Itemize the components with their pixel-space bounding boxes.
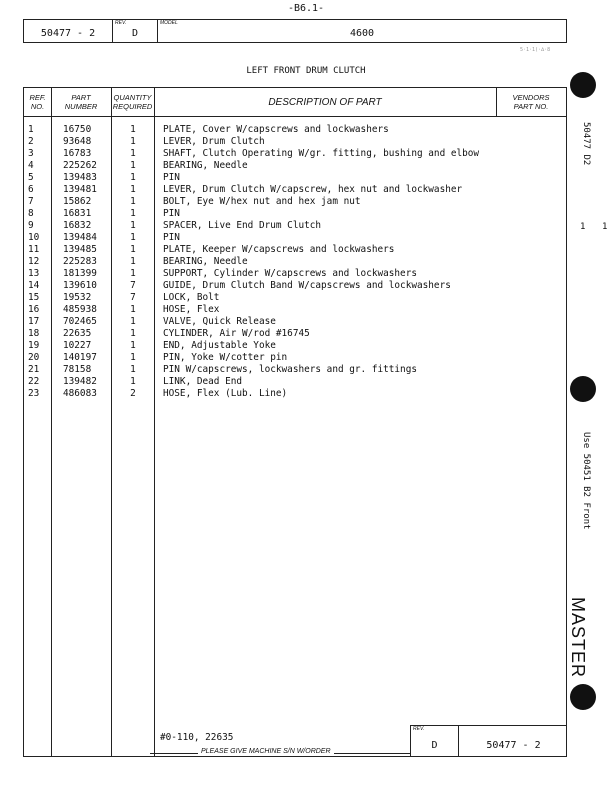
margin-top-label: 50477 D2: [581, 122, 591, 166]
row-part-number: 181399: [63, 268, 97, 279]
row-ref: 12: [28, 256, 40, 267]
footer-box: [410, 725, 567, 757]
header-model-cell: [158, 20, 566, 42]
punch-hole-middle: [570, 376, 596, 402]
row-description: HOSE, Flex (Lub. Line): [163, 388, 288, 399]
row-quantity: 1: [130, 232, 136, 243]
row-part-number: 139482: [63, 376, 97, 387]
col-header-qty: QUANTITY REQUIRED: [112, 93, 153, 111]
row-quantity: 1: [130, 376, 136, 387]
row-part-number: 486083: [63, 388, 97, 399]
margin-middle-label: Use 50451 B2 Front: [581, 432, 591, 530]
row-description: CYLINDER, Air W/rod #16745: [163, 328, 310, 339]
row-part-number: 16750: [63, 124, 92, 135]
header-rev-value: D: [131, 28, 139, 39]
row-quantity: 1: [130, 220, 136, 231]
row-part-number: 140197: [63, 352, 97, 363]
header-doc-cell: [24, 20, 113, 42]
col-header-part: PART NUMBER: [64, 93, 98, 111]
row-ref: 16: [28, 304, 40, 315]
divider-part: [111, 88, 112, 756]
row-quantity: 1: [130, 136, 136, 147]
row-description: PLATE, Keeper W/capscrews and lockwashers: [163, 244, 395, 255]
footer-rev-cell: [411, 726, 459, 757]
row-quantity: 1: [130, 364, 136, 375]
row-description: PIN, Yoke W/cotter pin: [163, 352, 288, 363]
header-box: [23, 19, 567, 43]
row-quantity: 7: [130, 292, 136, 303]
row-ref: 1: [28, 124, 34, 135]
row-description: BEARING, Needle: [163, 160, 248, 171]
header-rev-label: REV.: [115, 20, 127, 26]
header-doc-number: 50477 - 2: [40, 28, 96, 39]
header-model-label: MODEL: [160, 20, 178, 26]
header-model-value: 4600: [349, 28, 375, 39]
row-part-number: 139484: [63, 232, 97, 243]
col-header-ref: REF. NO.: [29, 93, 46, 111]
row-description: END, Adjustable Yoke: [163, 340, 276, 351]
row-description: PIN: [163, 232, 180, 243]
row-description: HOSE, Flex: [163, 304, 220, 315]
divider-qty: [154, 88, 155, 756]
punch-hole-bottom: [570, 684, 596, 710]
row-description: LEVER, Drum Clutch W/capscrew, hex nut and lockwasher: [163, 184, 463, 195]
row-part-number: 19532: [63, 292, 92, 303]
row-quantity: 2: [130, 388, 136, 399]
row-ref: 7: [28, 196, 34, 207]
row-part-number: 139483: [63, 172, 97, 183]
row-ref: 22: [28, 376, 40, 387]
row-quantity: 1: [130, 304, 136, 315]
row-quantity: 1: [130, 340, 136, 351]
row-part-number: 78158: [63, 364, 92, 375]
row-quantity: 1: [130, 316, 136, 327]
divider-ref: [51, 88, 52, 756]
row-part-number: 139610: [63, 280, 97, 291]
row-quantity: 1: [130, 256, 136, 267]
row-ref: 10: [28, 232, 40, 243]
row-ref: 23: [28, 388, 40, 399]
row-quantity: 7: [130, 280, 136, 291]
row-ref: 18: [28, 328, 40, 339]
row-ref: 17: [28, 316, 40, 327]
row-description: PIN W/capscrews, lockwashers and gr. fittings: [163, 364, 417, 375]
row-ref: 13: [28, 268, 40, 279]
row-ref: 3: [28, 148, 34, 159]
row-ref: 20: [28, 352, 40, 363]
row-description: LEVER, Drum Clutch: [163, 136, 265, 147]
master-stamp: MASTER: [568, 597, 588, 679]
row-part-number: 485938: [63, 304, 97, 315]
row-part-number: 15862: [63, 196, 92, 207]
row-ref: 11: [28, 244, 40, 255]
row-part-number: 225283: [63, 256, 97, 267]
row-quantity: 1: [130, 352, 136, 363]
punch-hole-top: [570, 72, 596, 98]
row-ref: 14: [28, 280, 40, 291]
row-ref: 19: [28, 340, 40, 351]
row-description: PIN: [163, 172, 180, 183]
row-quantity: 1: [130, 196, 136, 207]
footer-doc-number: 50477 - 2: [486, 740, 541, 751]
row-part-number: 16831: [63, 208, 92, 219]
row-ref: 9: [28, 220, 34, 231]
row-quantity: 1: [130, 244, 136, 255]
row-description: GUIDE, Drum Clutch Band W/capscrews and lockwashers: [163, 280, 451, 291]
header-rev-cell: [113, 20, 158, 42]
row-part-number: 139485: [63, 244, 97, 255]
margin-mark: 1: [602, 222, 608, 232]
row-ref: 15: [28, 292, 40, 303]
row-ref: 5: [28, 172, 34, 183]
row-part-number: 702465: [63, 316, 97, 327]
page-number: -B6.1-: [287, 3, 325, 14]
row-ref: 21: [28, 364, 40, 375]
row-description: PIN: [163, 208, 180, 219]
row-description: VALVE, Quick Release: [163, 316, 276, 327]
col-header-vendor: VENDORS PART NO.: [512, 93, 550, 111]
row-description: PLATE, Cover W/capscrews and lockwashers: [163, 124, 389, 135]
row-description: LINK, Dead End: [163, 376, 243, 387]
row-description: BEARING, Needle: [163, 256, 248, 267]
row-part-number: 139481: [63, 184, 97, 195]
corner-stamp: 5·1·1(·∆·8: [520, 47, 551, 53]
row-part-number: 16783: [63, 148, 92, 159]
footer-doc-cell: [459, 726, 568, 757]
row-ref: 6: [28, 184, 34, 195]
col-header-desc: DESCRIPTION OF PART: [268, 96, 382, 108]
row-quantity: 1: [130, 148, 136, 159]
row-description: SPACER, Live End Drum Clutch: [163, 220, 322, 231]
margin-mark: 1: [580, 222, 586, 232]
row-part-number: 16832: [63, 220, 92, 231]
footer-note: #0-110, 22635: [160, 732, 234, 743]
row-part-number: 93648: [63, 136, 92, 147]
footer-instruction: PLEASE GIVE MACHINE S/N W/ORDER: [198, 748, 334, 755]
row-description: SHAFT, Clutch Operating W/gr. fitting, bushing and elbow: [163, 148, 480, 159]
row-description: LOCK, Bolt: [163, 292, 220, 303]
footer-rev-value: D: [431, 740, 438, 751]
row-ref: 8: [28, 208, 34, 219]
row-description: BOLT, Eye W/hex nut and hex jam nut: [163, 196, 361, 207]
row-quantity: 1: [130, 172, 136, 183]
footer-rev-label: REV.: [413, 726, 425, 732]
header-rule: [24, 116, 566, 117]
row-quantity: 1: [130, 160, 136, 171]
row-quantity: 1: [130, 124, 136, 135]
row-quantity: 1: [130, 328, 136, 339]
row-ref: 4: [28, 160, 34, 171]
row-part-number: 10227: [63, 340, 92, 351]
row-quantity: 1: [130, 268, 136, 279]
row-quantity: 1: [130, 184, 136, 195]
row-quantity: 1: [130, 208, 136, 219]
page-title: LEFT FRONT DRUM CLUTCH: [246, 66, 366, 76]
row-description: SUPPORT, Cylinder W/capscrews and lockwashers: [163, 268, 417, 279]
row-ref: 2: [28, 136, 34, 147]
row-part-number: 22635: [63, 328, 92, 339]
row-part-number: 225262: [63, 160, 97, 171]
